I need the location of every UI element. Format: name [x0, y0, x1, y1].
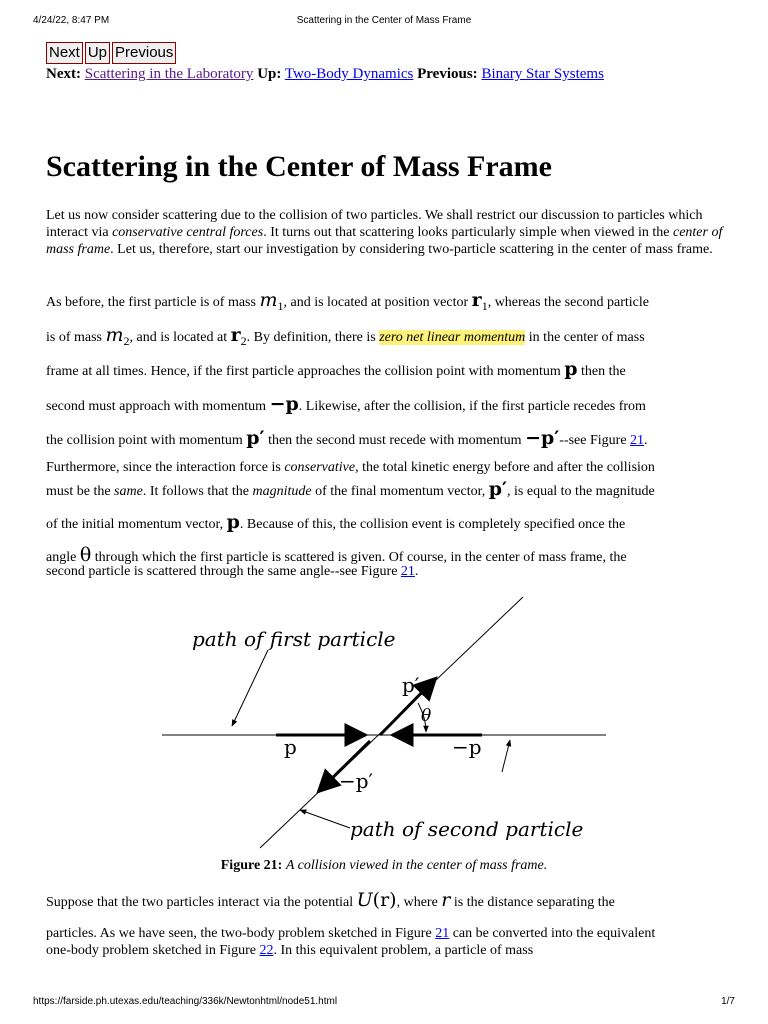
collision-diagram: [160, 594, 610, 854]
text-run: .: [414, 564, 419, 579]
math-p: p: [226, 511, 240, 533]
text-run: , the total kinetic energy before and after the collision: [355, 460, 655, 475]
math-r: r: [441, 889, 451, 911]
text-run: . In this equivalent problem, a particle of mass: [273, 943, 534, 958]
math-minus-p-prime: −p′: [525, 427, 560, 449]
highlighted-emphasis: zero net linear momentum: [379, 330, 526, 345]
print-footer: [33, 996, 735, 1010]
text-run: one-body problem sketched in Figure: [46, 943, 260, 958]
emphasis: center of mass frame: [46, 225, 723, 257]
figure-21-link[interactable]: 21: [400, 564, 415, 579]
label-minus-p: −p: [452, 735, 482, 759]
minus-p-pointer: [502, 740, 510, 772]
text-run: then the: [577, 364, 626, 379]
print-page-title: Scattering in the Center of Mass Frame: [296, 15, 472, 26]
print-datetime: 4/24/22, 8:47 PM: [33, 15, 110, 26]
first-path-pointer: [232, 650, 268, 726]
figure-21: [160, 594, 610, 854]
text-run: of the final momentum vector,: [311, 484, 489, 499]
paragraph-energy-line-1: [46, 460, 655, 476]
emphasis: magnitude: [252, 484, 312, 499]
math-p-prime: p′: [488, 478, 508, 500]
navigation-buttons: [46, 42, 176, 64]
paragraph-momentum-line-1: [46, 289, 649, 314]
label-theta: θ: [421, 706, 432, 726]
text-run: . Because of this, the collision event is completely specified once the: [239, 517, 626, 532]
paragraph-potential-line-1: [46, 889, 615, 911]
math-p: p: [564, 358, 578, 380]
emphasis: same: [114, 484, 143, 499]
paragraph-momentum-line-2: [46, 324, 645, 349]
text-run: .: [644, 433, 648, 448]
text-run: Let us now consider scattering due to the collision of two particles. We shall restrict our discussion to particles which interact via: [46, 208, 703, 240]
next-link[interactable]: Scattering in the Laboratory: [84, 66, 254, 82]
math-minus-p: −p: [269, 393, 299, 415]
text-run: the collision point with momentum: [46, 433, 247, 448]
text-run: , and is located at position vector: [283, 295, 472, 310]
next-button[interactable]: Next: [46, 42, 83, 64]
figure-caption: [0, 858, 768, 874]
text-run: in the center of mass: [525, 330, 645, 345]
math-U-argument: (r): [372, 889, 397, 911]
math-r1: r: [471, 289, 482, 311]
figure-21-link[interactable]: 21: [630, 433, 645, 448]
up-button[interactable]: Up: [85, 42, 110, 64]
text-run: . By definition, there is: [246, 330, 380, 345]
text-run: must be the: [46, 484, 115, 499]
print-url: https://farside.ph.utexas.edu/teaching/336k/Newtonhtml/node51.html: [33, 996, 338, 1007]
page-title: Scattering in the Center of Mass Frame: [46, 150, 552, 183]
text-run: Suppose that the two particles interact via the potential: [46, 895, 357, 910]
print-page-number: 1/7: [721, 996, 735, 1007]
paragraph-energy-line-5: [46, 564, 418, 580]
math-m1: m: [259, 289, 278, 311]
print-header: [33, 15, 735, 29]
caption-text: A collision viewed in the center of mass frame.: [285, 858, 548, 873]
navigation-links: [46, 66, 604, 83]
text-run: particles. As we have seen, the two-body problem sketched in Figure: [46, 926, 436, 941]
text-run: through which the first particle is scattered is given. Of course, in the center of mass frame, the: [91, 550, 627, 565]
text-run: As before, the first particle is of mass: [46, 295, 260, 310]
text-run: , whereas the second particle: [487, 295, 650, 310]
label-minus-p-prime: −p′: [339, 769, 374, 793]
text-run: second must approach with momentum: [46, 399, 270, 414]
label-path-first: path of first particle: [192, 627, 396, 651]
paragraph-energy-line-4: [46, 544, 627, 566]
figure-22-link[interactable]: 22: [259, 943, 274, 958]
text-run: angle: [46, 550, 80, 565]
emphasis: conservative: [284, 460, 356, 475]
text-run: is the distance separating the: [450, 895, 615, 910]
math-U: U: [356, 889, 373, 911]
previous-link[interactable]: Binary Star Systems: [481, 66, 604, 82]
previous-button[interactable]: Previous: [112, 42, 176, 64]
text-run: is of mass: [46, 330, 106, 345]
text-run: of the initial momentum vector,: [46, 517, 227, 532]
label-p-prime: p′: [402, 673, 420, 697]
text-run: Furthermore, since the interaction force is: [46, 460, 285, 475]
paragraph-potential-line-3: [46, 943, 533, 959]
paragraph-intro: [46, 207, 726, 258]
text-run: . It follows that the: [142, 484, 253, 499]
paragraph-energy-line-3: [46, 511, 625, 533]
second-path-pointer: [300, 810, 350, 828]
math-p-prime: p′: [246, 427, 265, 449]
math-theta: θ: [79, 544, 92, 566]
caption-label: Figure 21:: [220, 858, 283, 873]
text-run: second particle is scattered through the same angle--see Figure: [46, 564, 401, 579]
math-subscript: 2: [240, 334, 247, 348]
text-run: , is equal to the magnitude: [507, 484, 655, 499]
up-label: Up:: [257, 66, 282, 82]
figure-21-link[interactable]: 21: [435, 926, 450, 941]
next-label: Next:: [46, 66, 81, 82]
text-run: . Let us, therefore, start our investigation by considering two-particle scattering in the center of mass frame.: [110, 242, 713, 257]
previous-label: Previous:: [417, 66, 478, 82]
emphasis: conservative central forces: [112, 225, 264, 240]
math-m2: m: [105, 324, 124, 346]
paragraph-momentum-line-3: [46, 358, 626, 380]
text-run: can be converted into the equivalent: [449, 926, 656, 941]
text-run: . Likewise, after the collision, if the first particle recedes from: [298, 399, 646, 414]
text-run: frame at all times. Hence, if the first particle approaches the collision point with momentum: [46, 364, 565, 379]
paragraph-momentum-line-4: [46, 393, 646, 415]
math-subscript: 2: [123, 334, 130, 348]
math-subscript: 1: [481, 299, 488, 313]
paragraph-potential-line-2: [46, 926, 655, 942]
text-run: then the second must recede with momentum: [264, 433, 526, 448]
paragraph-momentum-line-5: [46, 427, 648, 449]
text-run: . It turns out that scattering looks particularly simple when viewed in the: [263, 225, 673, 240]
math-r2: r: [230, 324, 241, 346]
paragraph-energy-line-2: [46, 478, 655, 500]
text-run: , and is located at: [129, 330, 231, 345]
up-link[interactable]: Two-Body Dynamics: [284, 66, 414, 82]
label-path-second: path of second particle: [350, 817, 584, 841]
text-run: , where: [396, 895, 442, 910]
math-subscript: 1: [277, 299, 284, 313]
text-run: --see Figure: [559, 433, 631, 448]
label-p: p: [284, 735, 297, 759]
